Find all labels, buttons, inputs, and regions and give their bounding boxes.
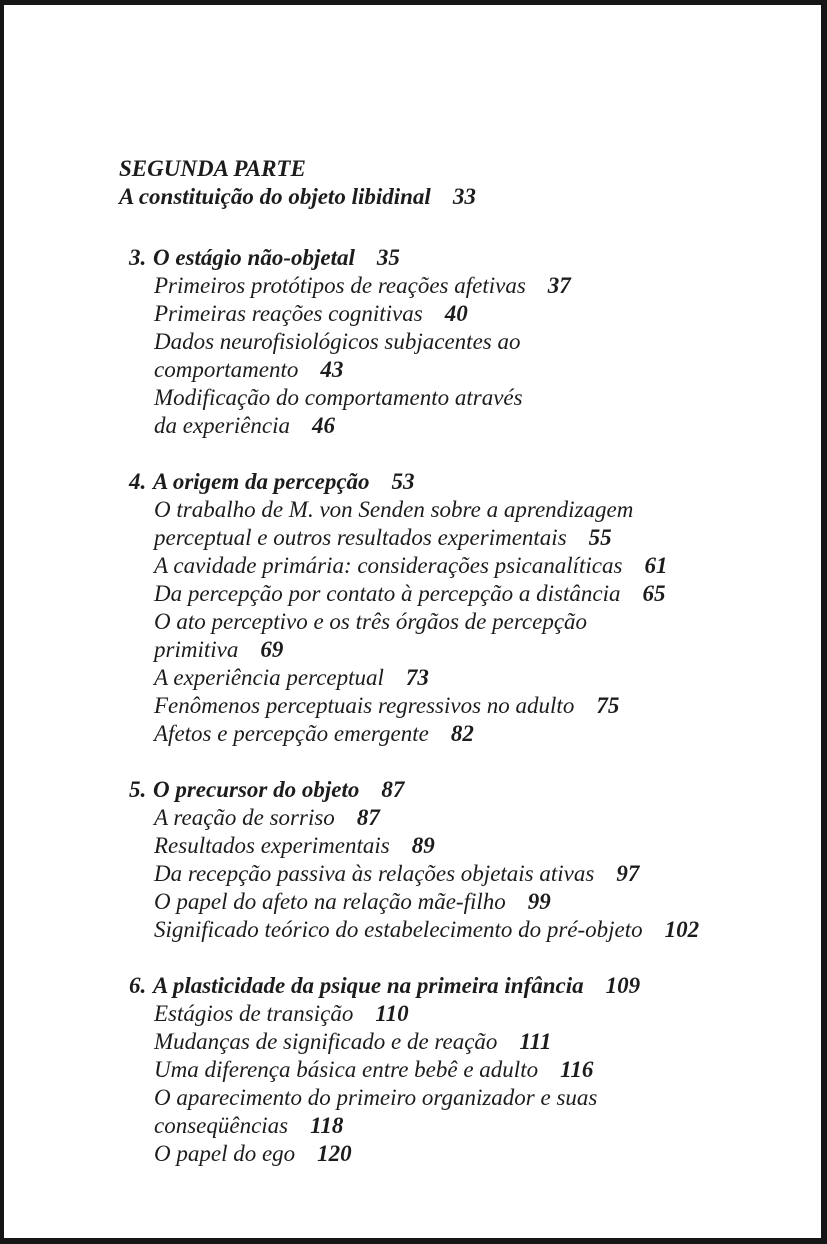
toc-item (119, 720, 781, 748)
table-of-contents (4, 5, 821, 1238)
toc-item-text: Dados neurofisiológicos subjacentes ao (154, 329, 521, 354)
toc-item (119, 272, 781, 300)
item-page-number: 102 (664, 917, 700, 942)
toc-chapter (119, 972, 781, 1168)
toc-item (119, 412, 781, 440)
chapter-title: A plasticidade da psique na primeira infância (153, 973, 584, 998)
item-page-number: 99 (527, 889, 551, 914)
item-page-number: 65 (642, 581, 666, 606)
toc-item-text: comportamento (154, 357, 299, 382)
item-page-number: 97 (616, 861, 640, 886)
item-page-number: 40 (444, 301, 468, 326)
toc-item-text: Primeiros protótipos de reações afetivas (154, 273, 526, 298)
toc-item-text: primitiva (154, 637, 239, 662)
toc-item (119, 300, 781, 328)
item-page-number: 89 (411, 833, 435, 858)
chapter-heading (119, 468, 781, 496)
toc-item-text: O ato perceptivo e os três órgãos de percepção (154, 609, 588, 634)
toc-item-text: A cavidade primária: considerações psicanalíticas (154, 553, 623, 578)
chapter-number: 4. (129, 469, 147, 494)
item-page-number: 37 (547, 273, 571, 298)
chapter-title: O precursor do objeto (153, 777, 360, 802)
chapter-title: A origem da percepção (153, 469, 370, 494)
toc-item-text: Primeiras reações cognitivas (154, 301, 423, 326)
toc-chapter (119, 776, 781, 944)
item-page-number: 120 (317, 1141, 352, 1166)
chapter-page-number: 109 (605, 973, 641, 998)
toc-item (119, 1140, 781, 1168)
item-page-number: 61 (644, 553, 668, 578)
chapter-heading (119, 776, 781, 804)
toc-item-text: Mudanças de significado e de reação (154, 1029, 498, 1054)
part-label (119, 155, 781, 183)
toc-item-text: Fenômenos perceptuais regressivos no adulto (154, 693, 575, 718)
toc-item (119, 860, 781, 888)
item-page-number: 87 (356, 805, 380, 830)
item-page-number: 46 (312, 413, 336, 438)
chapter-page-number: 87 (381, 777, 405, 802)
toc-item (119, 1084, 781, 1112)
toc-item-text: Da percepção por contato à percepção a distância (154, 581, 621, 606)
toc-item (119, 832, 781, 860)
part-heading (119, 155, 781, 211)
toc-item-text: Significado teórico do estabelecimento do pré-objeto (154, 917, 643, 942)
chapter-page-number: 35 (376, 245, 400, 270)
toc-item (119, 888, 781, 916)
item-page-number: 82 (450, 721, 474, 746)
toc-item (119, 636, 781, 664)
chapter-title: O estágio não-objetal (153, 245, 355, 270)
toc-item-text: conseqüências (154, 1113, 289, 1138)
toc-item (119, 524, 781, 552)
toc-item (119, 328, 781, 356)
toc-item-text: perceptual e outros resultados experimentais (154, 525, 567, 550)
toc-chapter (119, 244, 781, 440)
toc-item (119, 916, 781, 944)
toc-item (119, 552, 781, 580)
chapter-heading (119, 972, 781, 1000)
item-page-number: 111 (519, 1029, 552, 1054)
toc-item-text: Resultados experimentais (154, 833, 390, 858)
item-page-number: 75 (596, 693, 620, 718)
chapter-number: 5. (129, 777, 147, 802)
item-page-number: 73 (405, 665, 429, 690)
toc-item (119, 664, 781, 692)
item-page-number: 110 (375, 1001, 409, 1026)
chapter-heading (119, 244, 781, 272)
toc-chapter (119, 468, 781, 748)
toc-item (119, 356, 781, 384)
toc-item (119, 608, 781, 636)
toc-item-text: O papel do ego (154, 1141, 296, 1166)
toc-item-text: A experiência perceptual (154, 665, 384, 690)
toc-item-text: O trabalho de M. von Senden sobre a aprendizagem (154, 497, 634, 522)
item-page-number: 118 (310, 1113, 344, 1138)
part-title: A constituição do objeto libidinal (119, 184, 431, 209)
item-page-number: 55 (588, 525, 612, 550)
toc-item (119, 1028, 781, 1056)
part-title-line (119, 183, 781, 211)
toc-item-text: Uma diferença básica entre bebê e adulto (154, 1057, 539, 1082)
item-page-number: 69 (260, 637, 284, 662)
part-page-number: 33 (452, 184, 476, 209)
toc-item-text: Estágios de transição (154, 1001, 354, 1026)
toc-item (119, 692, 781, 720)
toc-item (119, 1056, 781, 1084)
part-label-text: SEGUNDA PARTE (119, 156, 306, 181)
toc-item (119, 580, 781, 608)
toc-item-text: Modificação do comportamento através (154, 385, 523, 410)
toc-item-text: A reação de sorriso (154, 805, 335, 830)
toc-item (119, 1112, 781, 1140)
toc-item-text: Da recepção passiva às relações objetais ativas (154, 861, 595, 886)
toc-item (119, 384, 781, 412)
toc-item (119, 804, 781, 832)
toc-item-text: O papel do afeto na relação mãe-filho (154, 889, 506, 914)
chapter-number: 6. (129, 973, 147, 998)
item-page-number: 43 (320, 357, 344, 382)
chapter-page-number: 53 (391, 469, 415, 494)
chapter-number: 3. (129, 245, 147, 270)
toc-item-text: O aparecimento do primeiro organizador e suas (154, 1085, 598, 1110)
chapter-list (119, 244, 781, 1168)
toc-item-text: Afetos e percepção emergente (154, 721, 429, 746)
toc-item (119, 1000, 781, 1028)
item-page-number: 116 (560, 1057, 594, 1082)
toc-item (119, 496, 781, 524)
toc-item-text: da experiência (154, 413, 291, 438)
